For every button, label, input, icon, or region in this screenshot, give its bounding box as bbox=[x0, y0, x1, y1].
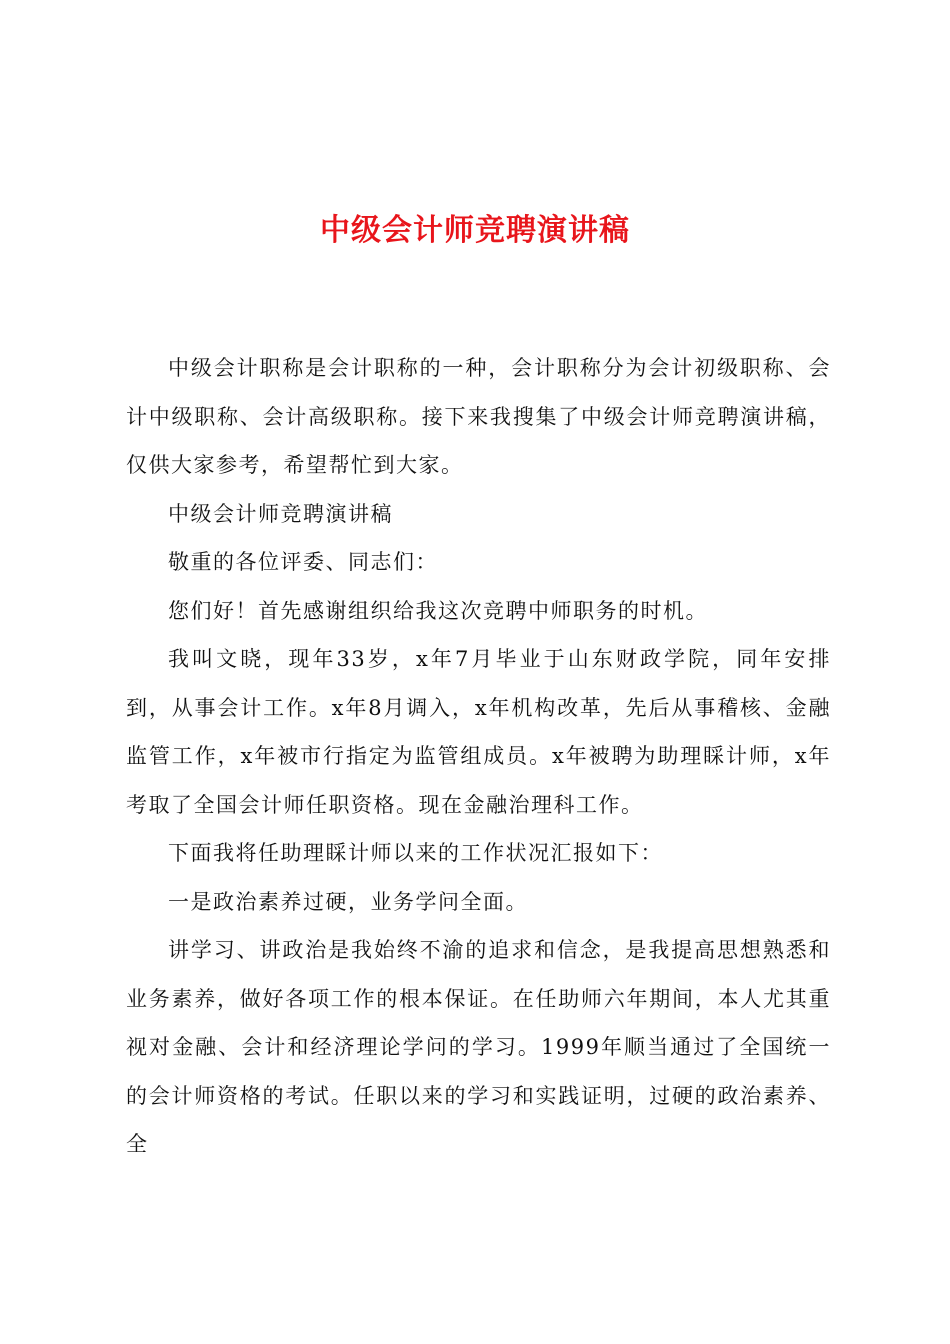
paragraph-salutation: 敬重的各位评委、同志们： bbox=[168, 550, 438, 574]
paragraph-heading: 中级会计师竞聘演讲稿 bbox=[168, 501, 393, 526]
paragraph-point-one: 一是政治素养过硬，业务学问全面。 bbox=[168, 889, 528, 914]
document-title: 中级会计师竞聘演讲稿 bbox=[320, 213, 630, 248]
paragraph-greeting: 您们好！首先感谢组织给我这次竞聘中师职务的时机。 bbox=[168, 598, 708, 623]
document-body bbox=[126, 344, 831, 1169]
paragraph-intro: 中级会计职称是会计职称的一种，会计职称分为会计初级职称、会计中级职称、会计高级职称。接下来我搜集了中级会计师竞聘演讲稿，仅供大家参考，希望帮忙到大家。 bbox=[126, 356, 831, 477]
paragraph-point-one-detail: 讲学习、讲政治是我始终不渝的追求和信念，是我提高思想熟悉和业务素养，做好各项工作的根本保证。在任助师六年期间，本人尤其重视对金融、会计和经济理论学问的学习。1999年顺当通过了全国统一的会计师资格的考试。任职以来的学习和实践证明，过硬的政治素养、全 bbox=[126, 938, 831, 1156]
paragraph-self-introduction: 我叫文晓，现年33岁，x年7月毕业于山东财政学院，同年安排到，从事会计工作。x年8月调入，x年机构改革，先后从事稽核、金融监管工作，x年被市行指定为监管组成员。x年被聘为助理睬计师，x年考取了全国会计师任职资格。现在金融治理科工作。 bbox=[126, 647, 831, 817]
paragraph-report-intro: 下面我将任助理睬计师以来的工作状况汇报如下： bbox=[168, 841, 663, 865]
